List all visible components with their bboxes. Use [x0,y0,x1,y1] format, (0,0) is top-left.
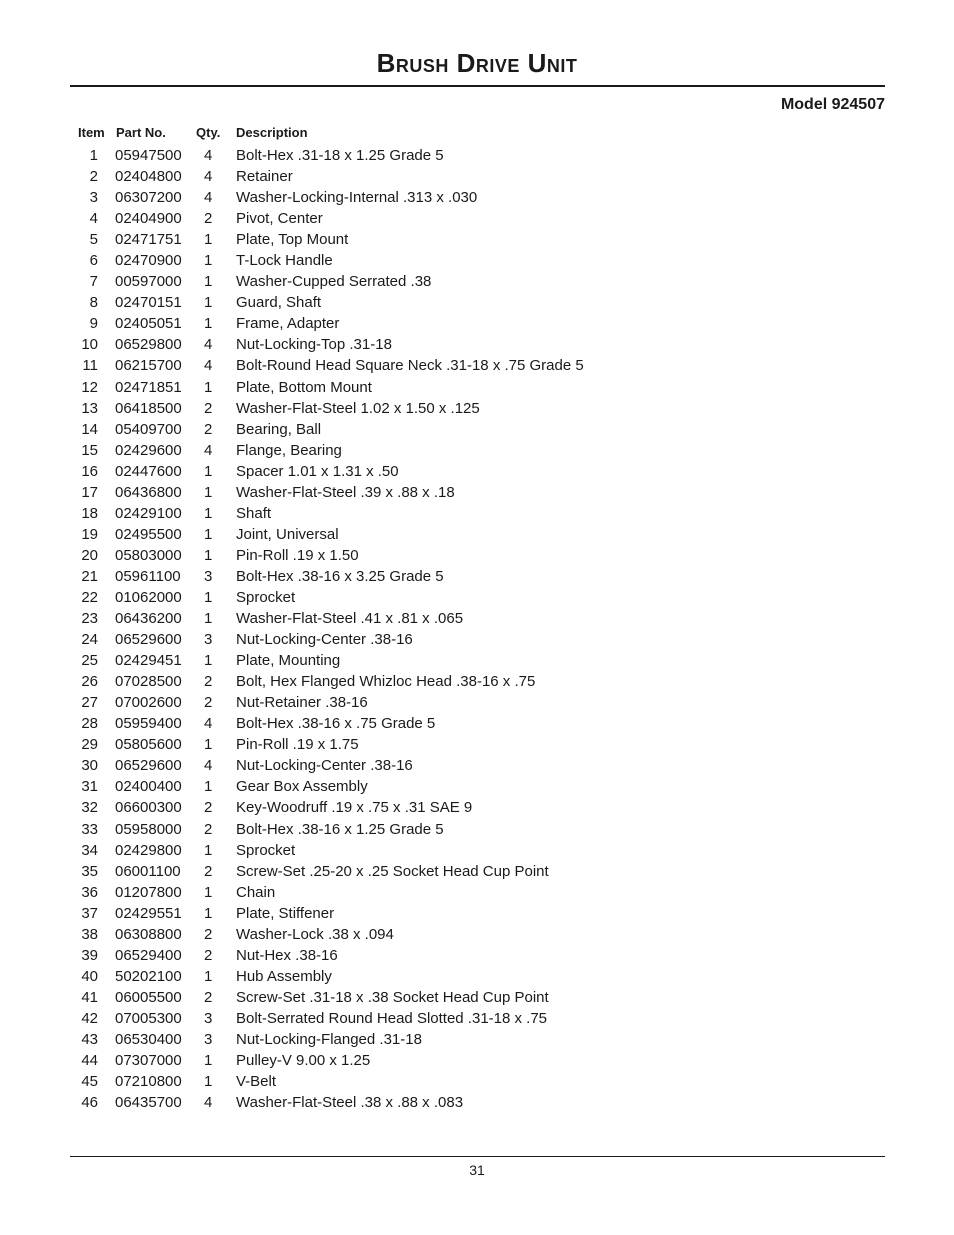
table-cell-qty: 1 [204,483,213,501]
table-cell-part-no: 01207800 [115,883,182,901]
table-cell-description: Plate, Stiffener [236,904,335,922]
table-cell-part-no: 07005300 [115,1009,182,1027]
table-row [0,776,954,797]
table-cell-description: Bolt-Hex .31-18 x 1.25 Grade 5 [236,147,444,164]
table-cell-part-no: 06600300 [115,799,182,817]
table-cell-description: Bolt-Round Head Square Neck .31-18 x .75 Grade 5 [236,357,584,375]
table-cell-item: 43 [81,1030,98,1048]
table-cell-qty: 2 [204,799,213,817]
table-row [0,608,954,629]
table-row [0,271,954,292]
table-cell-description: Washer-Cupped Serrated .38 [236,273,432,291]
table-cell-description: Nut-Hex .38-16 [236,946,338,964]
table-cell-item: 17 [81,483,98,501]
table-cell-item: 44 [81,1052,98,1070]
table-cell-qty: 4 [204,715,213,733]
table-row [0,145,954,166]
table-cell-item: 32 [81,799,98,817]
table-cell-qty: 2 [204,210,213,228]
table-cell-part-no: 06308800 [115,925,182,943]
table-cell-item: 28 [81,715,98,733]
table-cell-qty: 4 [204,1094,213,1112]
table-cell-part-no: 06001100 [115,862,181,880]
table-cell-description: Plate, Mounting [236,652,341,670]
table-cell-item: 3 [89,189,98,207]
table-cell-description: Bolt, Hex Flanged Whizloc Head .38-16 x .75 [236,673,536,691]
table-cell-description: Pin-Roll .19 x 1.75 [236,736,359,754]
model-number: Model 924507 [780,96,885,113]
parts-table-body [0,145,954,1113]
table-cell-qty: 1 [204,610,213,628]
table-row [0,819,954,840]
table-row [0,734,954,755]
table-cell-qty: 1 [204,378,213,396]
table-cell-description: Nut-Retainer .38-16 [236,694,368,712]
table-cell-part-no: 06215700 [115,357,182,375]
table-cell-item: 22 [81,588,98,606]
table-cell-description: Washer-Flat-Steel .39 x .88 x .18 [236,483,455,501]
table-cell-description: Bolt-Serrated Round Head Slotted .31-18 x .75 [236,1009,548,1027]
table-cell-part-no: 02471751 [115,231,182,249]
table-cell-description: Chain [236,883,276,901]
table-cell-part-no: 07002600 [115,694,182,712]
table-cell-qty: 1 [204,1052,213,1070]
table-row [0,440,954,461]
table-row [0,524,954,545]
table-row [0,292,954,313]
page-title: Brush Drive Unit [376,48,578,78]
table-cell-part-no: 02495500 [115,525,182,543]
table-cell-part-no: 06529400 [115,946,182,964]
table-cell-part-no: 01062000 [115,588,182,606]
table-cell-description: Plate, Top Mount [236,231,349,249]
table-cell-qty: 2 [204,399,213,417]
table-row [0,882,954,903]
table-cell-item: 2 [89,168,98,186]
table-cell-description: Washer-Flat-Steel .38 x .88 x .083 [236,1094,464,1112]
table-cell-part-no: 06435700 [115,1094,182,1112]
table-row [0,945,954,966]
table-cell-item: 30 [81,757,98,775]
table-cell-qty: 4 [204,441,213,459]
table-cell-qty: 2 [204,694,213,712]
table-cell-part-no: 02405051 [115,315,182,333]
table-row [0,503,954,524]
table-cell-item: 27 [81,694,98,712]
table-cell-item: 24 [81,631,98,649]
table-cell-item: 10 [81,336,98,354]
table-cell-description: Shaft [236,504,272,522]
table-cell-description: Flange, Bearing [236,441,342,459]
table-cell-part-no: 02400400 [115,778,182,796]
table-cell-description: Pivot, Center [236,210,323,228]
table-cell-description: Washer-Lock .38 x .094 [236,925,394,943]
table-cell-item: 40 [81,967,98,985]
table-cell-qty: 1 [204,841,213,859]
table-cell-description: Retainer [236,168,293,186]
table-cell-part-no: 02404800 [115,168,182,186]
table-cell-part-no: 02429600 [115,441,182,459]
table-cell-part-no: 02404900 [115,210,182,228]
table-row [0,755,954,776]
table-cell-item: 37 [81,904,98,922]
table-cell-item: 45 [81,1073,98,1091]
table-cell-part-no: 05409700 [115,420,182,438]
table-cell-item: 26 [81,673,98,691]
table-cell-item: 23 [81,610,98,628]
table-cell-item: 25 [81,652,98,670]
table-cell-description: Hub Assembly [236,967,332,985]
table-cell-description: Plate, Bottom Mount [236,378,372,396]
table-cell-item: 38 [81,925,98,943]
table-row [0,1008,954,1029]
table-row [0,334,954,355]
table-cell-description: T-Lock Handle [236,252,333,270]
table-cell-qty: 1 [204,652,213,670]
table-cell-part-no: 06529600 [115,631,182,649]
table-row [0,482,954,503]
table-cell-description: Nut-Locking-Center .38-16 [236,631,413,649]
table-cell-qty: 1 [204,252,213,270]
table-cell-description: Washer-Locking-Internal .313 x .030 [236,189,478,207]
table-cell-part-no: 02429800 [115,841,182,859]
table-cell-item: 31 [81,778,98,796]
table-cell-qty: 4 [204,189,213,207]
table-row [0,903,954,924]
top-divider [70,85,885,87]
table-row [0,587,954,608]
table-cell-qty: 1 [204,273,213,291]
table-cell-qty: 1 [204,504,213,522]
table-row [0,229,954,250]
table-cell-part-no: 06307200 [115,189,182,207]
table-cell-item: 14 [81,420,98,438]
table-cell-item: 13 [81,399,98,417]
table-row [0,355,954,376]
table-cell-part-no: 02471851 [115,378,182,396]
header-qty: Qty. [196,125,221,140]
table-cell-description: Sprocket [236,588,296,606]
table-cell-description: Nut-Locking-Top .31-18 [236,336,392,354]
table-cell-part-no: 50202100 [115,967,182,985]
table-row [0,461,954,482]
table-cell-item: 36 [81,883,98,901]
table-cell-item: 16 [81,462,98,480]
header-description: Description [236,125,308,140]
table-cell-description: Nut-Locking-Center .38-16 [236,757,413,775]
table-row [0,987,954,1008]
table-cell-qty: 1 [204,1073,213,1091]
table-cell-description: V-Belt [236,1073,277,1091]
table-row [0,1092,954,1113]
table-cell-part-no: 05959400 [115,715,182,733]
header-part-no: Part No. [116,125,166,140]
table-cell-qty: 1 [204,588,213,606]
table-cell-description: Screw-Set .25-20 x .25 Socket Head Cup Point [236,862,549,880]
table-cell-part-no: 07028500 [115,673,182,691]
table-cell-description: Washer-Flat-Steel .41 x .81 x .065 [236,610,464,628]
table-row [0,924,954,945]
page-number: 31 [469,1162,485,1178]
table-cell-part-no: 06005500 [115,988,182,1006]
table-cell-part-no: 05961100 [115,567,181,585]
table-cell-part-no: 06436800 [115,483,182,501]
table-cell-item: 4 [89,210,98,228]
header-item: Item [78,125,105,140]
table-cell-description: Pulley-V 9.00 x 1.25 [236,1052,371,1070]
table-cell-part-no: 07210800 [115,1073,182,1091]
table-cell-part-no: 06529600 [115,757,182,775]
table-cell-item: 7 [89,273,98,291]
table-cell-qty: 4 [204,147,213,164]
table-cell-part-no: 06436200 [115,610,182,628]
table-cell-description: Bolt-Hex .38-16 x .75 Grade 5 [236,715,436,733]
table-cell-qty: 1 [204,315,213,333]
table-cell-item: 42 [81,1009,98,1027]
table-cell-description: Bearing, Ball [236,420,322,438]
table-cell-part-no: 06530400 [115,1030,182,1048]
table-cell-part-no: 02447600 [115,462,182,480]
table-row [0,313,954,334]
table-cell-item: 5 [89,231,98,249]
table-cell-part-no: 07307000 [115,1052,182,1070]
table-cell-description: Gear Box Assembly [236,778,368,796]
table-cell-description: Guard, Shaft [236,294,322,312]
table-cell-qty: 3 [204,1009,213,1027]
table-cell-item: 9 [89,315,98,333]
table-cell-description: Bolt-Hex .38-16 x 1.25 Grade 5 [236,820,444,838]
table-row [0,166,954,187]
table-cell-qty: 2 [204,946,213,964]
table-cell-item: 34 [81,841,98,859]
table-cell-qty: 3 [204,631,213,649]
table-cell-qty: 1 [204,778,213,796]
table-cell-qty: 1 [204,231,213,249]
table-cell-part-no: 06418500 [115,399,182,417]
table-row [0,187,954,208]
table-cell-item: 12 [81,378,98,396]
table-row [0,671,954,692]
table-cell-qty: 2 [204,925,213,943]
table-cell-part-no: 02429100 [115,504,182,522]
table-cell-part-no: 02470151 [115,294,182,312]
table-cell-item: 46 [81,1094,98,1112]
table-row [0,1071,954,1092]
table-cell-description: Bolt-Hex .38-16 x 3.25 Grade 5 [236,567,444,585]
table-row [0,250,954,271]
table-cell-description: Nut-Locking-Flanged .31-18 [236,1030,422,1048]
table-cell-part-no: 05947500 [115,147,182,164]
table-cell-qty: 2 [204,988,213,1006]
table-cell-qty: 1 [204,546,213,564]
table-row [0,861,954,882]
table-cell-qty: 2 [204,673,213,691]
table-cell-qty: 1 [204,294,213,312]
table-row [0,840,954,861]
table-cell-item: 6 [89,252,98,270]
table-cell-item: 11 [82,357,98,375]
table-cell-qty: 1 [204,967,213,985]
table-cell-item: 41 [81,988,98,1006]
table-cell-item: 15 [81,441,98,459]
table-cell-item: 20 [81,546,98,564]
table-cell-qty: 1 [204,462,213,480]
table-row [0,966,954,987]
table-cell-part-no: 02470900 [115,252,182,270]
table-row [0,545,954,566]
table-cell-qty: 1 [204,904,213,922]
table-cell-qty: 3 [204,567,213,585]
table-cell-item: 18 [81,504,98,522]
table-cell-qty: 4 [204,757,213,775]
table-cell-qty: 1 [204,736,213,754]
bottom-divider [70,1156,885,1157]
table-cell-qty: 2 [204,420,213,438]
table-cell-description: Joint, Universal [236,525,339,543]
table-cell-part-no: 00597000 [115,273,182,291]
table-cell-qty: 1 [204,883,213,901]
table-row [0,713,954,734]
table-cell-description: Frame, Adapter [236,315,340,333]
table-row [0,692,954,713]
table-cell-part-no: 02429451 [115,652,182,670]
table-cell-item: 8 [89,294,98,312]
table-cell-qty: 4 [204,357,213,375]
table-cell-item: 35 [81,862,98,880]
table-cell-part-no: 05805600 [115,736,182,754]
table-cell-description: Washer-Flat-Steel 1.02 x 1.50 x .125 [236,399,480,417]
table-cell-qty: 4 [204,168,213,186]
table-row [0,398,954,419]
table-row [0,650,954,671]
table-row [0,629,954,650]
table-cell-qty: 2 [204,862,213,880]
table-cell-description: Key-Woodruff .19 x .75 x .31 SAE 9 [236,799,473,817]
table-row [0,797,954,818]
table-cell-description: Pin-Roll .19 x 1.50 [236,546,359,564]
table-cell-item: 21 [81,567,98,585]
table-cell-item: 19 [81,525,98,543]
table-cell-description: Spacer 1.01 x 1.31 x .50 [236,462,399,480]
table-cell-item: 33 [81,820,98,838]
table-row [0,566,954,587]
table-row [0,1029,954,1050]
table-row [0,377,954,398]
table-cell-part-no: 02429551 [115,904,182,922]
table-cell-item: 29 [81,736,98,754]
table-cell-part-no: 06529800 [115,336,182,354]
table-cell-qty: 4 [204,336,213,354]
table-row [0,1050,954,1071]
table-cell-description: Sprocket [236,841,296,859]
table-header [0,125,954,143]
table-cell-item: 39 [81,946,98,964]
table-cell-item: 1 [89,147,98,164]
table-cell-qty: 1 [204,525,213,543]
table-cell-part-no: 05958000 [115,820,182,838]
table-cell-qty: 3 [204,1030,213,1048]
table-row [0,419,954,440]
table-cell-part-no: 05803000 [115,546,182,564]
table-row [0,208,954,229]
table-cell-description: Screw-Set .31-18 x .38 Socket Head Cup Point [236,988,549,1006]
table-cell-qty: 2 [204,820,213,838]
